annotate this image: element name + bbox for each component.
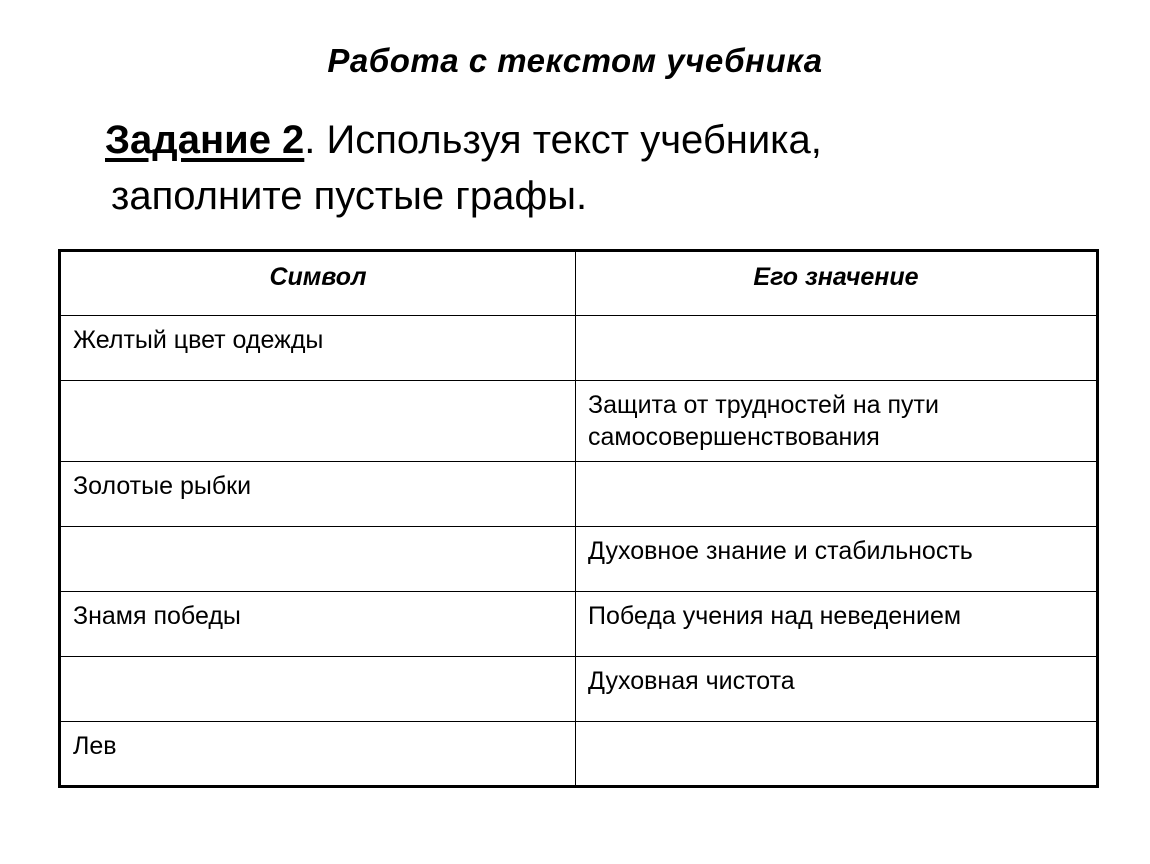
cell-symbol: Лев bbox=[60, 722, 576, 787]
cell-meaning: Духовное знание и стабильность bbox=[576, 527, 1098, 592]
task-statement bbox=[105, 112, 1105, 224]
cell-meaning-empty[interactable] bbox=[576, 462, 1098, 527]
table-row bbox=[60, 316, 1098, 381]
task-text-line1: . Используя текст учебника, bbox=[304, 118, 822, 162]
cell-symbol: Золотые рыбки bbox=[60, 462, 576, 527]
header-symbol: Символ bbox=[60, 251, 576, 316]
table-row bbox=[60, 592, 1098, 657]
cell-meaning: Победа учения над неведением bbox=[576, 592, 1098, 657]
table-header-row bbox=[60, 251, 1098, 316]
table-row bbox=[60, 381, 1098, 462]
cell-symbol-empty[interactable] bbox=[60, 381, 576, 462]
cell-symbol: Желтый цвет одежды bbox=[60, 316, 576, 381]
page-heading: Работа с текстом учебника bbox=[327, 42, 823, 79]
table-row bbox=[60, 527, 1098, 592]
cell-symbol: Знамя победы bbox=[60, 592, 576, 657]
cell-meaning: Защита от трудностей на пути самосовершенствования bbox=[576, 381, 1098, 462]
task-label: Задание 2 bbox=[105, 118, 305, 162]
cell-symbol-empty[interactable] bbox=[60, 657, 576, 722]
cell-meaning: Духовная чистота bbox=[576, 657, 1098, 722]
cell-meaning-empty[interactable] bbox=[576, 316, 1098, 381]
symbols-table bbox=[58, 249, 1099, 788]
table-row bbox=[60, 657, 1098, 722]
cell-symbol-empty[interactable] bbox=[60, 527, 576, 592]
table-row bbox=[60, 462, 1098, 527]
table-row bbox=[60, 722, 1098, 787]
header-meaning: Его значение bbox=[576, 251, 1098, 316]
task-text-line2: заполните пустые графы. bbox=[111, 174, 588, 218]
cell-meaning-empty[interactable] bbox=[576, 722, 1098, 787]
